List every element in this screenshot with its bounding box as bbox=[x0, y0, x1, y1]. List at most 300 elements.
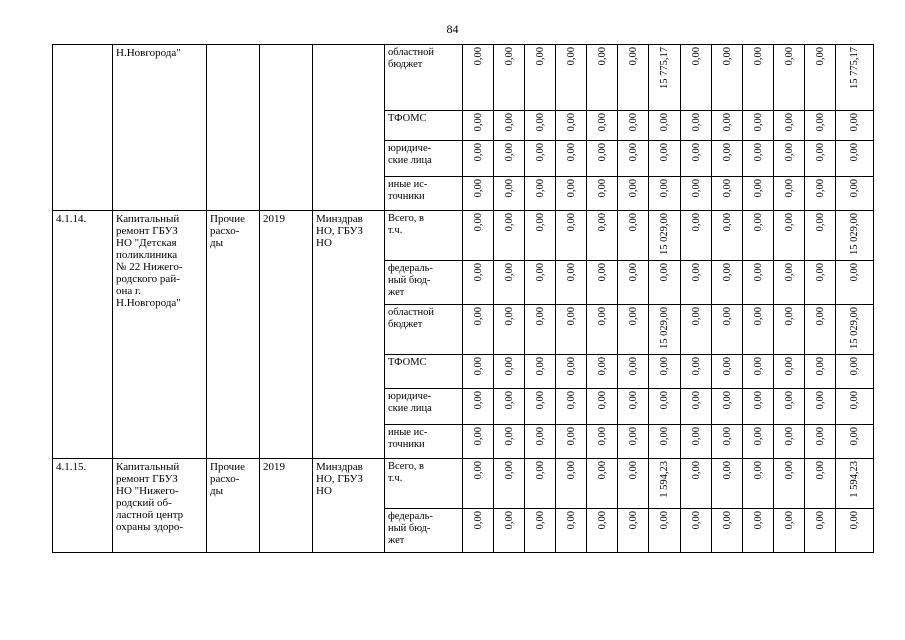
amount-value: 0,00 bbox=[783, 511, 795, 530]
amount-cell bbox=[774, 111, 805, 141]
amount-cell bbox=[556, 305, 587, 355]
amount-value: 0,00 bbox=[752, 47, 764, 66]
amount-cell bbox=[525, 45, 556, 111]
amount-cell bbox=[743, 141, 774, 177]
amount-cell bbox=[774, 459, 805, 509]
amount-value: 0,00 bbox=[565, 113, 577, 132]
amount-cell bbox=[743, 425, 774, 459]
amount-cell bbox=[805, 355, 836, 389]
amount-value: 0,00 bbox=[534, 113, 546, 132]
amount-cell bbox=[681, 211, 712, 261]
amount-cell bbox=[774, 355, 805, 389]
funding-source bbox=[385, 211, 463, 261]
amount-value: 0,00 bbox=[503, 143, 515, 162]
amount-cell bbox=[618, 177, 649, 211]
amount-cell bbox=[836, 459, 874, 509]
amount-value: 0,00 bbox=[627, 213, 639, 232]
amount-cell bbox=[618, 355, 649, 389]
amount-value: 0,00 bbox=[721, 179, 733, 198]
item-name-text: Н.Новгорода" bbox=[116, 47, 181, 59]
amount-value: 0,00 bbox=[472, 263, 484, 282]
amount-cell bbox=[649, 45, 681, 111]
amount-cell bbox=[463, 177, 494, 211]
amount-value: 0,00 bbox=[721, 47, 733, 66]
funding-source-text: иные ис- точники bbox=[388, 427, 428, 450]
amount-value: 0,00 bbox=[690, 427, 702, 446]
amount-cell bbox=[463, 305, 494, 355]
amount-cell bbox=[618, 45, 649, 111]
amount-value: 0,00 bbox=[690, 213, 702, 232]
amount-value: 0,00 bbox=[814, 263, 826, 282]
amount-value: 0,00 bbox=[565, 213, 577, 232]
amount-cell bbox=[525, 509, 556, 553]
amount-cell bbox=[805, 141, 836, 177]
amount-value: 0,00 bbox=[690, 461, 702, 480]
amount-cell bbox=[556, 509, 587, 553]
amount-value: 1 594,23 bbox=[849, 461, 860, 498]
amount-value: 0,00 bbox=[534, 213, 546, 232]
amount-value: 0,00 bbox=[659, 391, 670, 410]
amount-cell bbox=[836, 305, 874, 355]
amount-value: 0,00 bbox=[721, 461, 733, 480]
amount-cell bbox=[805, 509, 836, 553]
amount-value: 0,00 bbox=[565, 511, 577, 530]
amount-cell bbox=[618, 459, 649, 509]
table-row bbox=[53, 45, 874, 111]
amount-cell bbox=[463, 355, 494, 389]
amount-cell bbox=[525, 261, 556, 305]
amount-cell bbox=[494, 211, 525, 261]
amount-value: 0,00 bbox=[659, 179, 670, 198]
amount-value: 0,00 bbox=[690, 113, 702, 132]
amount-cell bbox=[556, 389, 587, 425]
amount-cell bbox=[681, 425, 712, 459]
amount-value: 0,00 bbox=[690, 357, 702, 376]
amount-cell bbox=[649, 141, 681, 177]
amount-cell bbox=[743, 45, 774, 111]
amount-value: 0,00 bbox=[814, 47, 826, 66]
amount-value: 0,00 bbox=[503, 357, 515, 376]
amount-value: 0,00 bbox=[721, 391, 733, 410]
amount-value: 0,00 bbox=[503, 461, 515, 480]
amount-cell bbox=[649, 177, 681, 211]
table-row bbox=[53, 459, 874, 509]
amount-value: 0,00 bbox=[814, 113, 826, 132]
item-name bbox=[113, 459, 207, 553]
amount-value: 15 029,00 bbox=[659, 307, 670, 349]
amount-cell bbox=[463, 389, 494, 425]
amount-cell bbox=[587, 141, 618, 177]
amount-cell bbox=[556, 355, 587, 389]
amount-cell bbox=[649, 355, 681, 389]
item-number-text: 4.1.14. bbox=[56, 213, 87, 225]
amount-cell bbox=[681, 141, 712, 177]
amount-cell bbox=[712, 177, 743, 211]
amount-cell bbox=[587, 305, 618, 355]
amount-value: 0,00 bbox=[472, 113, 484, 132]
amount-cell bbox=[649, 389, 681, 425]
funding-source-text: ТФОМС bbox=[388, 113, 427, 124]
amount-cell bbox=[587, 261, 618, 305]
amount-cell bbox=[836, 261, 874, 305]
amount-cell bbox=[805, 261, 836, 305]
item-number bbox=[53, 459, 113, 553]
amount-value: 0,00 bbox=[814, 461, 826, 480]
amount-value: 0,00 bbox=[472, 357, 484, 376]
table-body bbox=[53, 45, 874, 553]
amount-value: 0,00 bbox=[690, 47, 702, 66]
amount-value: 0,00 bbox=[752, 179, 764, 198]
amount-value: 0,00 bbox=[503, 113, 515, 132]
amount-value: 0,00 bbox=[783, 47, 795, 66]
amount-value: 0,00 bbox=[472, 143, 484, 162]
amount-value: 0,00 bbox=[690, 511, 702, 530]
amount-cell bbox=[743, 211, 774, 261]
amount-value: 0,00 bbox=[659, 511, 670, 530]
funding-source-text: федераль- ный бюд- жет bbox=[388, 511, 433, 546]
amount-cell bbox=[712, 261, 743, 305]
amount-value: 0,00 bbox=[596, 391, 608, 410]
amount-value: 0,00 bbox=[627, 461, 639, 480]
amount-value: 0,00 bbox=[503, 179, 515, 198]
amount-value: 0,00 bbox=[849, 511, 860, 530]
amount-cell bbox=[836, 45, 874, 111]
amount-value: 0,00 bbox=[472, 213, 484, 232]
amount-value: 0,00 bbox=[627, 427, 639, 446]
amount-cell bbox=[618, 141, 649, 177]
amount-cell bbox=[463, 425, 494, 459]
amount-cell bbox=[556, 45, 587, 111]
amount-cell bbox=[681, 261, 712, 305]
amount-value: 0,00 bbox=[596, 47, 608, 66]
funding-source bbox=[385, 141, 463, 177]
amount-cell bbox=[743, 177, 774, 211]
amount-value: 0,00 bbox=[565, 307, 577, 326]
item-executor-text: Минздрав НО, ГБУЗ НО bbox=[316, 213, 363, 249]
item-name bbox=[113, 45, 207, 211]
amount-cell bbox=[587, 45, 618, 111]
amount-value: 0,00 bbox=[627, 143, 639, 162]
amount-cell bbox=[649, 425, 681, 459]
amount-value: 0,00 bbox=[472, 179, 484, 198]
amount-cell bbox=[774, 177, 805, 211]
amount-cell bbox=[805, 389, 836, 425]
amount-value: 0,00 bbox=[565, 391, 577, 410]
amount-value: 0,00 bbox=[783, 427, 795, 446]
amount-value: 0,00 bbox=[814, 511, 826, 530]
amount-cell bbox=[556, 459, 587, 509]
amount-value: 15 029,00 bbox=[849, 307, 860, 349]
amount-cell bbox=[618, 305, 649, 355]
amount-value: 0,00 bbox=[596, 113, 608, 132]
amount-cell bbox=[712, 45, 743, 111]
amount-cell bbox=[805, 111, 836, 141]
amount-value: 0,00 bbox=[627, 391, 639, 410]
amount-value: 15 775,17 bbox=[849, 47, 860, 89]
amount-value: 0,00 bbox=[752, 307, 764, 326]
amount-cell bbox=[743, 459, 774, 509]
amount-value: 0,00 bbox=[503, 307, 515, 326]
amount-value: 0,00 bbox=[596, 213, 608, 232]
amount-value: 0,00 bbox=[814, 143, 826, 162]
amount-value: 0,00 bbox=[783, 213, 795, 232]
amount-cell bbox=[556, 141, 587, 177]
amount-value: 0,00 bbox=[814, 357, 826, 376]
amount-value: 0,00 bbox=[472, 511, 484, 530]
amount-value: 0,00 bbox=[627, 179, 639, 198]
amount-value: 0,00 bbox=[814, 427, 826, 446]
amount-cell bbox=[587, 459, 618, 509]
amount-value: 0,00 bbox=[752, 143, 764, 162]
amount-cell bbox=[494, 355, 525, 389]
amount-value: 0,00 bbox=[659, 427, 670, 446]
amount-cell bbox=[494, 509, 525, 553]
amount-cell bbox=[525, 211, 556, 261]
page-number: 84 bbox=[446, 22, 459, 36]
funding-source-text: юридиче- ские лица bbox=[388, 391, 432, 414]
amount-cell bbox=[681, 389, 712, 425]
expense-type bbox=[207, 459, 260, 553]
amount-value: 0,00 bbox=[472, 391, 484, 410]
amount-cell bbox=[494, 389, 525, 425]
amount-cell bbox=[649, 509, 681, 553]
amount-cell bbox=[712, 111, 743, 141]
amount-cell bbox=[774, 509, 805, 553]
amount-value: 0,00 bbox=[627, 357, 639, 376]
amount-value: 0,00 bbox=[627, 307, 639, 326]
amount-cell bbox=[649, 111, 681, 141]
amount-cell bbox=[836, 509, 874, 553]
funding-source-text: Всего, в т.ч. bbox=[388, 461, 424, 484]
amount-cell bbox=[525, 141, 556, 177]
amount-cell bbox=[494, 141, 525, 177]
amount-value: 0,00 bbox=[721, 307, 733, 326]
amount-cell bbox=[774, 389, 805, 425]
item-year-text: 2019 bbox=[263, 461, 285, 473]
amount-cell bbox=[743, 509, 774, 553]
amount-value: 0,00 bbox=[849, 391, 860, 410]
amount-cell bbox=[836, 141, 874, 177]
funding-source bbox=[385, 355, 463, 389]
amount-value: 0,00 bbox=[752, 391, 764, 410]
amount-cell bbox=[556, 111, 587, 141]
item-number bbox=[53, 211, 113, 459]
amount-value: 0,00 bbox=[472, 461, 484, 480]
amount-value: 0,00 bbox=[503, 427, 515, 446]
amount-value: 0,00 bbox=[534, 391, 546, 410]
amount-cell bbox=[774, 45, 805, 111]
amount-cell bbox=[649, 305, 681, 355]
amount-value: 0,00 bbox=[596, 179, 608, 198]
amount-cell bbox=[587, 355, 618, 389]
amount-value: 0,00 bbox=[596, 263, 608, 282]
amount-value: 0,00 bbox=[690, 179, 702, 198]
amount-value: 0,00 bbox=[690, 391, 702, 410]
amount-value: 0,00 bbox=[721, 143, 733, 162]
amount-cell bbox=[587, 177, 618, 211]
amount-cell bbox=[712, 459, 743, 509]
item-name bbox=[113, 211, 207, 459]
amount-value: 0,00 bbox=[503, 511, 515, 530]
amount-cell bbox=[805, 305, 836, 355]
amount-value: 0,00 bbox=[596, 427, 608, 446]
amount-value: 0,00 bbox=[849, 263, 860, 282]
amount-cell bbox=[836, 355, 874, 389]
funding-source bbox=[385, 425, 463, 459]
amount-value: 0,00 bbox=[472, 47, 484, 66]
amount-cell bbox=[618, 425, 649, 459]
funding-source-text: юридиче- ские лица bbox=[388, 143, 432, 166]
amount-value: 0,00 bbox=[721, 113, 733, 132]
amount-cell bbox=[525, 111, 556, 141]
amount-cell bbox=[836, 177, 874, 211]
amount-value: 0,00 bbox=[690, 263, 702, 282]
amount-value: 0,00 bbox=[534, 427, 546, 446]
amount-value: 0,00 bbox=[752, 113, 764, 132]
amount-cell bbox=[618, 509, 649, 553]
amount-value: 0,00 bbox=[627, 511, 639, 530]
amount-value: 0,00 bbox=[503, 263, 515, 282]
amount-cell bbox=[587, 509, 618, 553]
funding-source bbox=[385, 389, 463, 425]
amount-cell bbox=[463, 45, 494, 111]
amount-value: 0,00 bbox=[849, 357, 860, 376]
amount-cell bbox=[618, 211, 649, 261]
amount-cell bbox=[774, 261, 805, 305]
funding-source bbox=[385, 509, 463, 553]
amount-cell bbox=[712, 425, 743, 459]
amount-cell bbox=[649, 459, 681, 509]
amount-value: 0,00 bbox=[534, 47, 546, 66]
amount-value: 0,00 bbox=[596, 357, 608, 376]
amount-cell bbox=[587, 111, 618, 141]
amount-cell bbox=[774, 305, 805, 355]
amount-cell bbox=[649, 261, 681, 305]
amount-cell bbox=[681, 459, 712, 509]
amount-cell bbox=[618, 389, 649, 425]
amount-value: 0,00 bbox=[783, 391, 795, 410]
funding-source bbox=[385, 459, 463, 509]
amount-value: 0,00 bbox=[627, 47, 639, 66]
amount-cell bbox=[743, 111, 774, 141]
amount-value: 0,00 bbox=[534, 461, 546, 480]
amount-value: 0,00 bbox=[627, 113, 639, 132]
amount-value: 0,00 bbox=[814, 179, 826, 198]
amount-value: 0,00 bbox=[783, 461, 795, 480]
item-executor bbox=[313, 45, 385, 211]
amount-cell bbox=[774, 141, 805, 177]
item-name-text: Капитальный ремонт ГБУЗ НО "Детская поликлиника № 22 Нижего- родского рай- она г. Н.Новгорода" bbox=[116, 213, 183, 309]
amount-value: 0,00 bbox=[721, 263, 733, 282]
amount-value: 0,00 bbox=[565, 263, 577, 282]
amount-cell bbox=[774, 211, 805, 261]
funding-source bbox=[385, 45, 463, 111]
amount-value: 0,00 bbox=[752, 461, 764, 480]
amount-cell bbox=[743, 355, 774, 389]
amount-cell bbox=[587, 211, 618, 261]
amount-value: 0,00 bbox=[503, 213, 515, 232]
amount-cell bbox=[494, 425, 525, 459]
amount-value: 0,00 bbox=[690, 307, 702, 326]
amount-value: 15 029,00 bbox=[849, 213, 860, 255]
amount-cell bbox=[743, 389, 774, 425]
amount-cell bbox=[494, 459, 525, 509]
amount-value: 0,00 bbox=[503, 47, 515, 66]
amount-cell bbox=[774, 425, 805, 459]
amount-cell bbox=[681, 509, 712, 553]
amount-value: 0,00 bbox=[849, 179, 860, 198]
amount-cell bbox=[805, 459, 836, 509]
amount-cell bbox=[556, 211, 587, 261]
amount-cell bbox=[805, 425, 836, 459]
amount-value: 0,00 bbox=[849, 113, 860, 132]
amount-cell bbox=[805, 177, 836, 211]
funding-source-text: иные ис- точники bbox=[388, 179, 428, 202]
amount-value: 15 029,00 bbox=[659, 213, 670, 255]
amount-value: 1 594,23 bbox=[659, 461, 670, 498]
amount-cell bbox=[805, 211, 836, 261]
amount-cell bbox=[494, 261, 525, 305]
amount-cell bbox=[587, 425, 618, 459]
table-row bbox=[53, 211, 874, 261]
amount-value: 0,00 bbox=[565, 461, 577, 480]
amount-cell bbox=[556, 261, 587, 305]
item-year bbox=[260, 45, 313, 211]
amount-cell bbox=[463, 211, 494, 261]
amount-value: 0,00 bbox=[596, 511, 608, 530]
amount-value: 0,00 bbox=[690, 143, 702, 162]
amount-value: 0,00 bbox=[596, 307, 608, 326]
amount-value: 0,00 bbox=[565, 143, 577, 162]
item-executor-text: Минздрав НО, ГБУЗ НО bbox=[316, 461, 363, 497]
amount-cell bbox=[556, 425, 587, 459]
amount-cell bbox=[525, 355, 556, 389]
funding-source-text: федераль- ный бюд- жет bbox=[388, 263, 433, 298]
amount-value: 0,00 bbox=[721, 357, 733, 376]
item-executor bbox=[313, 211, 385, 459]
amount-cell bbox=[743, 261, 774, 305]
amount-cell bbox=[618, 111, 649, 141]
amount-cell bbox=[494, 177, 525, 211]
amount-value: 0,00 bbox=[659, 113, 670, 132]
amount-cell bbox=[494, 45, 525, 111]
item-name-text: Капитальный ремонт ГБУЗ НО "Нижего- родский об- ластной центр охраны здоро- bbox=[116, 461, 184, 533]
amount-value: 0,00 bbox=[752, 263, 764, 282]
amount-value: 0,00 bbox=[752, 427, 764, 446]
amount-value: 0,00 bbox=[783, 357, 795, 376]
amount-cell bbox=[556, 177, 587, 211]
amount-value: 0,00 bbox=[752, 213, 764, 232]
amount-value: 0,00 bbox=[783, 179, 795, 198]
amount-cell bbox=[463, 141, 494, 177]
item-number bbox=[53, 45, 113, 211]
amount-cell bbox=[525, 425, 556, 459]
item-year bbox=[260, 211, 313, 459]
amount-value: 0,00 bbox=[721, 511, 733, 530]
amount-value: 0,00 bbox=[534, 357, 546, 376]
amount-cell bbox=[618, 261, 649, 305]
amount-value: 0,00 bbox=[659, 143, 670, 162]
amount-value: 0,00 bbox=[534, 143, 546, 162]
amount-value: 0,00 bbox=[849, 143, 860, 162]
amount-value: 0,00 bbox=[721, 213, 733, 232]
amount-cell bbox=[836, 111, 874, 141]
amount-value: 0,00 bbox=[659, 357, 670, 376]
amount-cell bbox=[525, 389, 556, 425]
item-year bbox=[260, 459, 313, 553]
amount-value: 0,00 bbox=[472, 307, 484, 326]
amount-cell bbox=[743, 305, 774, 355]
